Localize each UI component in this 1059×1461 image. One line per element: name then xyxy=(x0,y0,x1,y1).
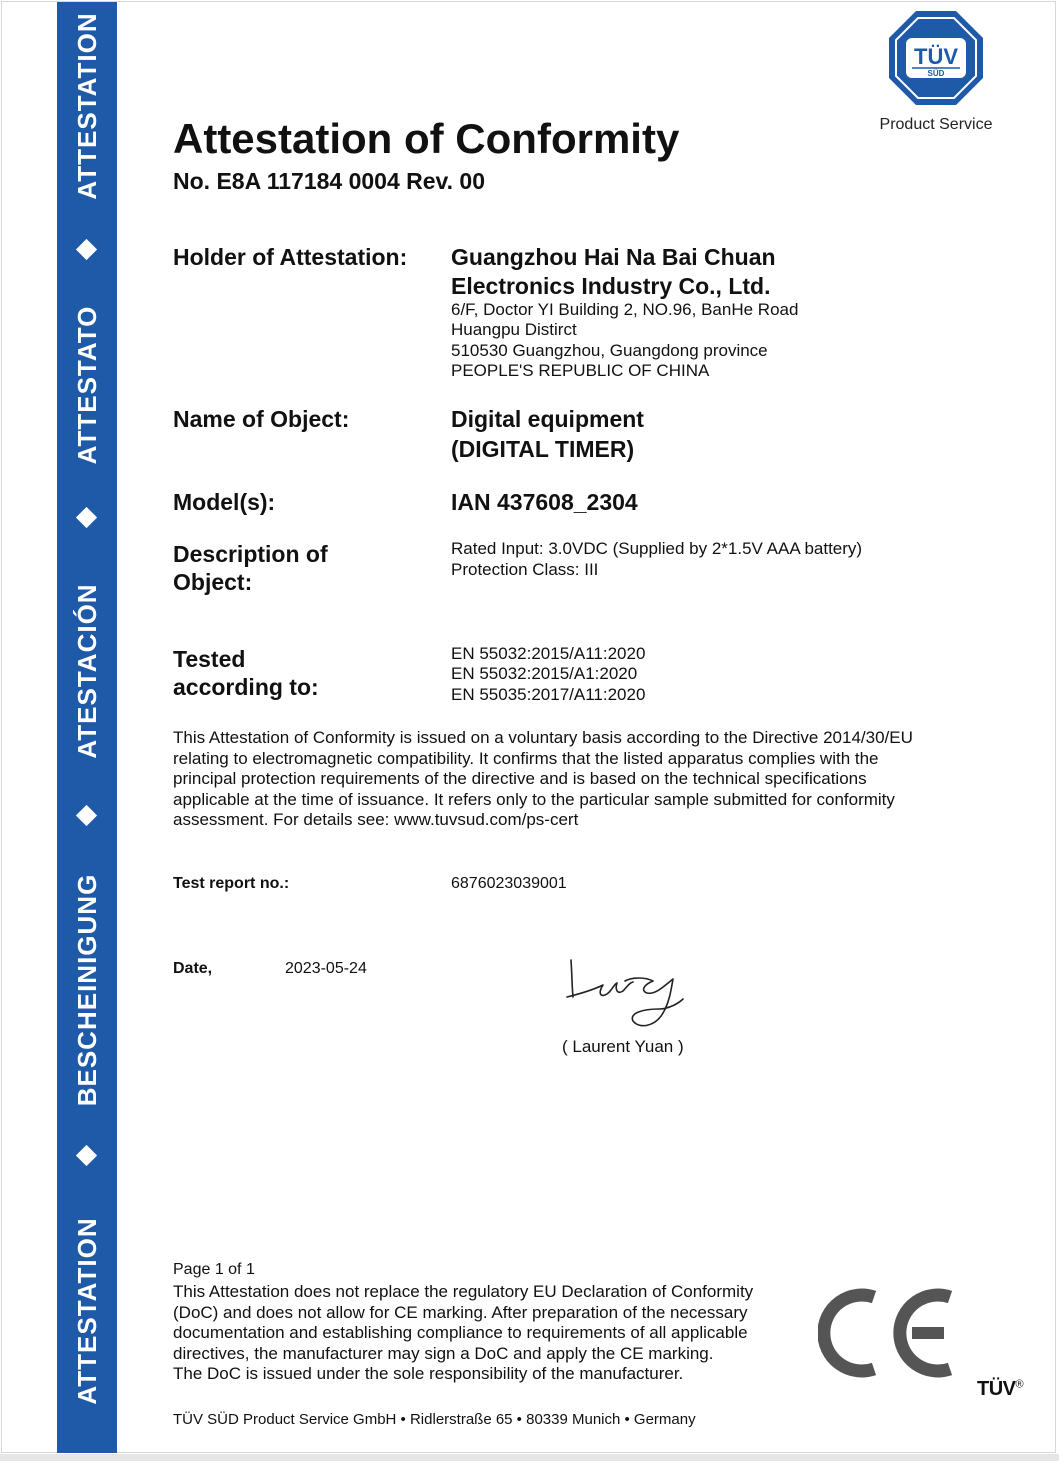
standard-item: EN 55035:2017/A11:2020 xyxy=(451,685,646,704)
document-title: Attestation of Conformity xyxy=(173,115,680,162)
object-label: Name of Object: xyxy=(173,406,350,432)
description-value-line: Rated Input: 3.0VDC (Supplied by 2*1.5V AAA battery) xyxy=(451,539,863,558)
holder-address-line: Huangpu Distirct xyxy=(451,320,577,339)
test-report-label: Test report no.: xyxy=(173,875,290,892)
object-value-line-2: (DIGITAL TIMER) xyxy=(451,436,635,462)
tested-label-line-1: Tested xyxy=(173,646,246,672)
standard-item: EN 55032:2015/A11:2020 xyxy=(451,644,646,663)
band-text-attestation-top: ATTESTATION xyxy=(72,12,102,200)
footer-note-line: directives, the manufacturer may sign a DoC and apply the CE marking. xyxy=(173,1343,714,1363)
description-value-line: Protection Class: III xyxy=(451,560,599,579)
footer-note-line: This Attestation does not replace the regulatory EU Declaration of Conformity xyxy=(173,1282,754,1301)
holder-address-line: 6/F, Doctor YI Building 2, NO.96, BanHe Road xyxy=(451,300,799,319)
logo-caption: Product Service xyxy=(879,116,993,133)
holder-name-line-2: Electronics Industry Co., Ltd. xyxy=(451,273,771,299)
statement-line: assessment. For details see: www.tuvsud.com/ps-cert xyxy=(173,810,579,829)
svg-text:SÜD: SÜD xyxy=(927,69,945,78)
company-address: TÜV SÜD Product Service GmbH • Ridlerstraße 65 • 80339 Munich • Germany xyxy=(173,1411,696,1428)
page-shadow xyxy=(0,1454,1059,1461)
statement-line: relating to electromagnetic compatibility. It confirms that the listed apparatus complies with the xyxy=(173,748,879,768)
conformity-statement xyxy=(173,728,963,831)
footer-note xyxy=(173,1282,753,1385)
holder-label: Holder of Attestation: xyxy=(173,244,408,270)
ce-mark-icon xyxy=(818,1285,958,1381)
statement-line: This Attestation of Conformity is issued on a voluntary basis according to the Directive 2014/30/EU xyxy=(173,728,913,747)
footer-note-line: (DoC) and does not allow for CE marking. After preparation of the necessary xyxy=(173,1302,748,1322)
band-text-bescheinigung: BESCHEINIGUNG xyxy=(72,873,102,1107)
models-value: IAN 437608_2304 xyxy=(451,489,638,515)
band-text-atestacion: ATESTACIÓN xyxy=(72,583,102,759)
tested-label-line-2: according to: xyxy=(173,674,319,700)
page-border xyxy=(1,1,1056,1453)
signature xyxy=(563,955,693,1035)
page-number: Page 1 of 1 xyxy=(173,1261,255,1278)
models-label: Model(s): xyxy=(173,489,276,515)
description-label-line-1: Description of xyxy=(173,541,328,567)
statement-line: applicable at the time of issuance. It refers only to the particular sample submitted for conformity xyxy=(173,789,895,809)
holder-name-line-1: Guangzhou Hai Na Bai Chuan xyxy=(451,244,776,270)
standard-item: EN 55032:2015/A1:2020 xyxy=(451,664,638,683)
date-label: Date, xyxy=(173,960,213,977)
holder-address-line: PEOPLE'S REPUBLIC OF CHINA xyxy=(451,361,710,380)
holder-address-line: 510530 Guangzhou, Guangdong province xyxy=(451,341,768,360)
object-value-line-1: Digital equipment xyxy=(451,406,644,432)
band-text-attestation-bottom: ATTESTATION xyxy=(72,1217,102,1405)
date-value: 2023-05-24 xyxy=(285,960,367,977)
svg-text:TÜV: TÜV xyxy=(914,44,958,69)
statement-line: principal protection requirements of the directive and is based on the technical specifications xyxy=(173,769,867,788)
signer-name: ( Laurent Yuan ) xyxy=(562,1037,684,1056)
tuv-sud-logo xyxy=(886,8,986,108)
footer-note-line: documentation and establishing compliance to requirements of all applicable xyxy=(173,1323,748,1342)
description-label-line-2: Object: xyxy=(173,569,253,595)
band-text-attestato: ATTESTATO xyxy=(72,305,102,465)
tuv-registered-mark: TÜV® xyxy=(977,1378,1024,1400)
footer-note-line: The DoC is issued under the sole responsibility of the manufacturer. xyxy=(173,1364,684,1383)
certificate-number: No. E8A 117184 0004 Rev. 00 xyxy=(173,168,485,194)
test-report-value: 6876023039001 xyxy=(451,875,567,892)
